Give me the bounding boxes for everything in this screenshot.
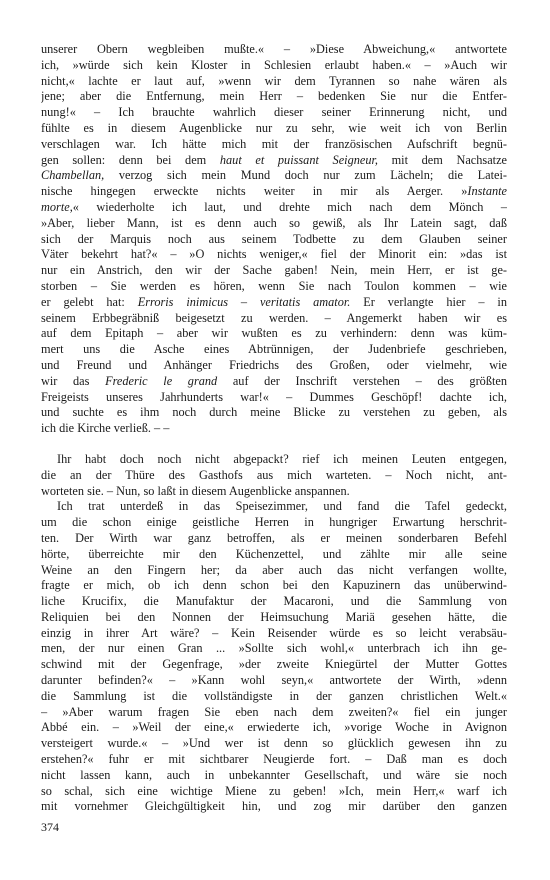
text-line: unserer Obern wegbleiben mußte.« – »Diese Abweichung,« antwortete bbox=[41, 42, 507, 56]
text-line: Reliquien bei den Nonnen der Heimsuchung Mariä gesehen hätte, die bbox=[41, 609, 507, 624]
text-line: einzig in ihrer Art wäre? – Kein Reisender würde es so leicht verabsäu- bbox=[41, 625, 507, 640]
paragraph bbox=[41, 499, 507, 815]
text-line: ich, »würde sich kein Kloster in Schlesien erlaubt haben.« – »Auch wir bbox=[41, 57, 507, 72]
text-line: ten. Der Wirth war ganz betroffen, als er meinen sonderbaren Befehl bbox=[41, 530, 507, 545]
paragraph-gap bbox=[41, 437, 507, 452]
text-line: Weine an den Fingern her; da aber auch das nicht verfangen wollte, bbox=[41, 562, 507, 577]
text-line: und suchte es ihm noch durch meine Blicke zu verstehen zu geben, als bbox=[41, 405, 507, 420]
text-line: Chambellan, verzog sich mein Mund doch nur zum Lächeln; die Latei- bbox=[41, 168, 507, 183]
text-line: fühlte es in diesem Augenblicke nur zu sehr, wie weit ich von Berlin bbox=[41, 120, 507, 135]
text-line: gen sollen: denn bei dem haut et puissant Seigneur, mit dem Nachsatze bbox=[41, 152, 507, 167]
text-line: die Sammlung ist die vollständigste in der ganzen christlichen Welt.« bbox=[41, 688, 507, 703]
text-line: morte,« wiederholte ich laut, und drehte mich nach dem Mönch – bbox=[41, 199, 507, 214]
page-text bbox=[41, 42, 507, 815]
text-line: er gelebt hat: Erroris inimicus – veritatis amator. Er verlangte hier – in bbox=[41, 294, 507, 309]
text-line: nur ein Anstrich, den wir der Sache gaben! Nein, mein Herr, er ist ge- bbox=[41, 263, 507, 278]
text-line: jene; aber die Entfernung, mein Herr – bedenken Sie nur die Entfer- bbox=[41, 89, 507, 104]
text-line: seinem Erbbegräbniß beigesetzt zu werden. – Angemerkt haben wir es bbox=[41, 310, 507, 325]
text-line: Väter bekehrt hat?« – »O nichts weniger,« fiel der Minorit ein: »das ist bbox=[41, 247, 507, 262]
text-line: und Freund und Anhänger Friedrichs des Großen, oder vielmehr, wie bbox=[41, 357, 507, 372]
text-line: verschlagen war. Ich hätte mich mit der französischen Aufschrift begnü- bbox=[41, 136, 507, 151]
text-line: um die schon einige geistliche Herren in hungriger Erwartung herschrit- bbox=[41, 515, 507, 530]
text-line: nische hingegen erweckte nichts weiter in mir als Aerger. »Instante bbox=[41, 184, 507, 199]
text-line: ich die Kirche verließ. – – bbox=[41, 421, 170, 436]
text-line: die an der Thüre des Gasthofs aus mich warteten. – Noch nicht, ant- bbox=[41, 467, 507, 482]
text-line: Freigeists unseres Jahrhunderts war!« – Dummes Geschöpf! dachte ich, bbox=[41, 389, 507, 404]
text-line: sich der Marquis noch aus seinem Todbette zu dem Glauben seiner bbox=[41, 231, 507, 246]
text-line: fragte er mich, ob ich denn schon bei den Kapuzinern das unüberwind- bbox=[41, 578, 507, 593]
paragraph bbox=[41, 42, 507, 437]
text-line: worteten sie. – Nun, so laßt in diesem Augenblicke anspannen. bbox=[41, 483, 350, 498]
text-line: »Aber, lieber Mann, ist es denn auch so gewiß, als Ihr Latein sagt, daß bbox=[41, 215, 507, 230]
text-line: versteigert wurde.« – »Und wer ist denn so glücklich gewesen ihn zu bbox=[41, 736, 507, 751]
text-line: men, der nur einen Gran ... »Sollte sich wohl,« unterbrach ich ihn ge- bbox=[41, 641, 507, 656]
page-number: 374 bbox=[41, 820, 59, 834]
text-line: – »Aber warum fragen Sie eben nach dem zweiten?« fiel ein junger bbox=[41, 704, 507, 719]
text-line: Ich trat unterdeß in das Speisezimmer, und fand die Tafel gedeckt, bbox=[57, 499, 507, 514]
text-line: storben – Sie werden es hören, wenn Sie nach Toulon kommen – wie bbox=[41, 278, 507, 293]
text-line: Abbé ein. – »Weil der eine,« erwiederte ich, »vorige Woche in Avignon bbox=[41, 720, 507, 735]
text-line: auf dem Epitaph – aber wir wußten es zu verhindern: denn was küm- bbox=[41, 326, 507, 341]
text-line: Ihr habt doch noch nicht abgepackt? rief ich meinen Leuten entgegen, bbox=[57, 451, 507, 466]
text-line: nicht lassen kann, auch in unbekannter Gesellschaft, und wäre sie noch bbox=[41, 767, 507, 782]
text-line: so schal, sich eine wichtige Miene zu geben! »Ich, mein Herr,« warf ich bbox=[41, 783, 507, 798]
text-line: hörte, überreichte mir den Küchenzettel, und zählte mir alle seine bbox=[41, 546, 507, 561]
text-line: schwind mit der Gegenfrage, »der zweite Kniegürtel der Mutter Gottes bbox=[41, 657, 507, 672]
text-line: erstehen?« fuhr er mit sichtbarer Neugierde fort. – Daß man es doch bbox=[41, 752, 507, 767]
text-line: wir das Frederic le grand auf der Inschrift verstehen – des größten bbox=[41, 373, 507, 388]
text-line: mit vornehmer Gleichgültigkeit hin, und zog mir darüber den ganzen bbox=[41, 799, 507, 814]
text-line: mert uns die Asche eines Abtrünnigen, der Judenbriefe geschrieben, bbox=[41, 342, 507, 357]
text-line: darunter befinden?« – »Kann wohl seyn,« antwortete der Wirth, »denn bbox=[41, 673, 507, 688]
text-line: nung!« – Ich brauchte wahrlich dieser seiner Erinnerung nicht, und bbox=[41, 105, 507, 120]
paragraph bbox=[41, 452, 507, 499]
text-line: nicht,« lachte er laut auf, »wenn wir dem Tyrannen so nahe wären als bbox=[41, 73, 507, 88]
text-line: liche Krucifix, die Manufaktur der Macaroni, und die Sammlung von bbox=[41, 594, 507, 609]
